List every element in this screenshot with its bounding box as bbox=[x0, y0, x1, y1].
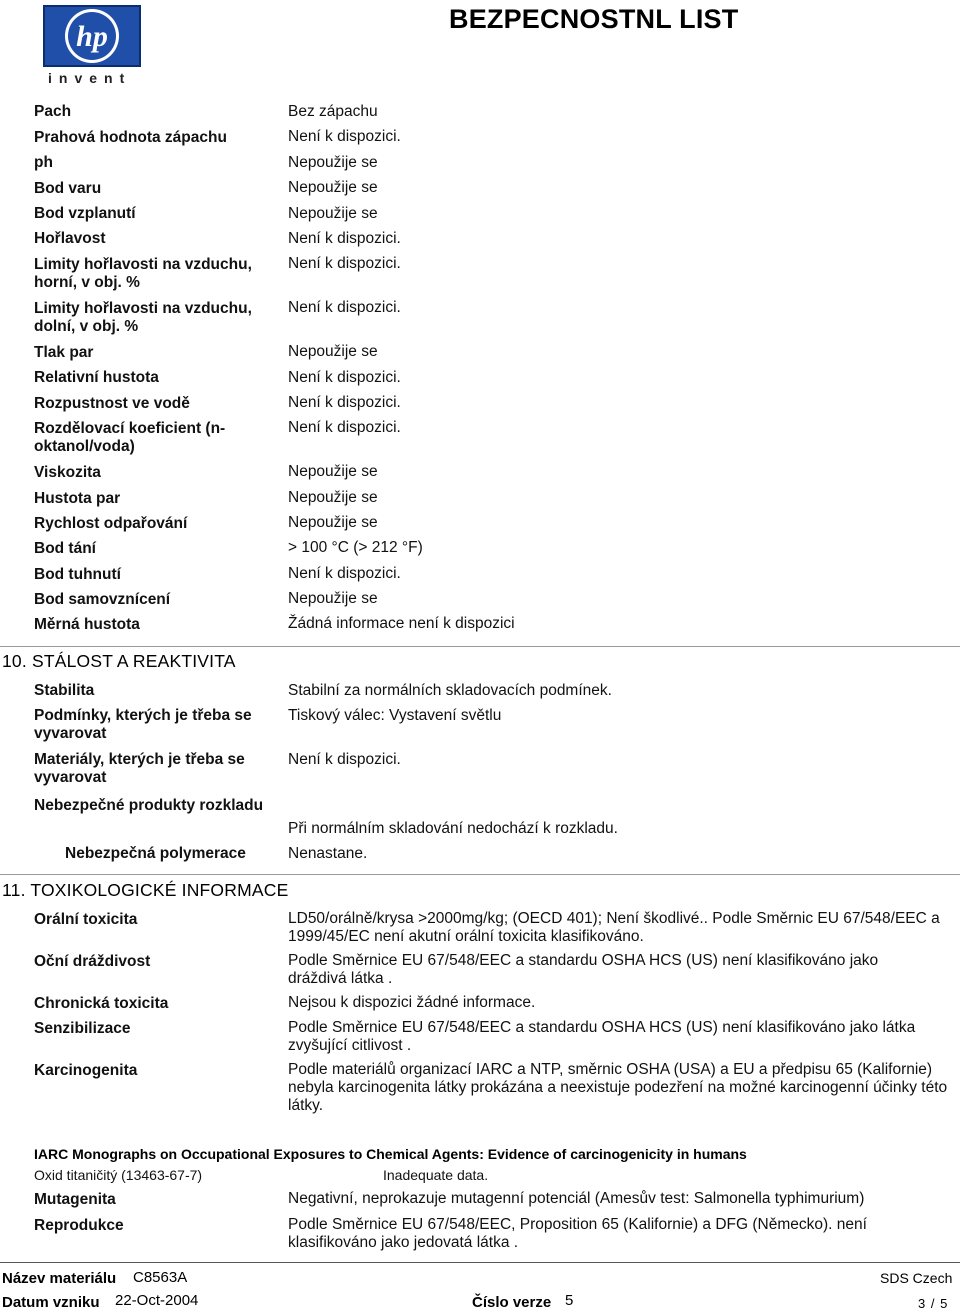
property-value: Není k dispozici. bbox=[288, 128, 401, 145]
property-label: Bod varu bbox=[34, 180, 102, 197]
decomposition-products-value: Při normálním skladování nedochází k rozkladu. bbox=[288, 820, 618, 837]
property-value: Nepoužije se bbox=[288, 463, 378, 480]
reproduction-value: Podle Směrnice EU 67/548/EEC, Proposition 65 (Kalifornie) a DFG (Německo). není klasifikováno jako jedovatá látka . bbox=[288, 1216, 867, 1251]
property-label: Tlak par bbox=[34, 344, 94, 361]
creation-date-label: Datum vzniku bbox=[2, 1294, 100, 1311]
sensitization-label: Senzibilizace bbox=[34, 1020, 131, 1037]
property-label: Hustota par bbox=[34, 490, 121, 507]
property-value: > 100 °C (> 212 °F) bbox=[288, 539, 423, 556]
page-number: 3 / 5 bbox=[918, 1296, 949, 1311]
property-value: Nepoužije se bbox=[288, 590, 378, 607]
mutagenicity-label: Mutagenita bbox=[34, 1191, 116, 1208]
property-value: Není k dispozici. bbox=[288, 565, 401, 582]
eye-irritation-value: Podle Směrnice EU 67/548/EEC a standardu OSHA HCS (US) není klasifikováno jako dráždivá látka . bbox=[288, 952, 879, 987]
property-label: ph bbox=[34, 154, 53, 171]
version-label: Číslo verze bbox=[472, 1294, 552, 1311]
hp-logo bbox=[42, 4, 144, 88]
property-value: Není k dispozici. bbox=[288, 369, 401, 386]
property-value: Není k dispozici. bbox=[288, 230, 401, 247]
stability-label: Stabilita bbox=[34, 682, 95, 699]
version-value: 5 bbox=[565, 1292, 574, 1309]
property-value: Není k dispozici. bbox=[288, 255, 401, 272]
stability-value: Stabilní za normálních skladovacích podmínek. bbox=[288, 682, 612, 699]
material-name-value: C8563A bbox=[133, 1269, 188, 1286]
chronic-toxicity-value: Nejsou k dispozici žádné informace. bbox=[288, 994, 536, 1011]
document-title: BEZPECNOSTNL LIST bbox=[449, 4, 739, 34]
section-divider bbox=[0, 646, 960, 647]
decomposition-products-label: Nebezpečné produkty rozkladu bbox=[34, 797, 264, 814]
iarc-substance: Oxid titaničitý (13463-67-7) bbox=[34, 1167, 203, 1183]
property-label: Bod tuhnutí bbox=[34, 566, 121, 583]
property-label: Relativní hustota bbox=[34, 369, 159, 386]
property-label: Bod vzplanutí bbox=[34, 205, 136, 222]
iarc-heading: IARC Monographs on Occupational Exposures to Chemical Agents: Evidence of carcinogenicity in humans bbox=[34, 1146, 747, 1162]
materials-to-avoid-value: Není k dispozici. bbox=[288, 751, 401, 768]
property-value: Žádná informace není k dispozici bbox=[288, 615, 515, 632]
property-value: Není k dispozici. bbox=[288, 299, 401, 316]
property-label: Rychlost odpařování bbox=[34, 515, 188, 532]
conditions-to-avoid-value: Tiskový válec: Vystavení světlu bbox=[288, 707, 502, 724]
footer-divider bbox=[0, 1262, 960, 1263]
section-divider bbox=[0, 874, 960, 875]
property-label: Rozdělovací koeficient (n-oktanol/voda) bbox=[34, 420, 226, 455]
mutagenicity-value: Negativní, neprokazuje mutagenní potenciál (Amesův test: Salmonella typhimurium) bbox=[288, 1190, 865, 1207]
property-label: Hořlavost bbox=[34, 230, 106, 247]
oral-toxicity-label: Orální toxicita bbox=[34, 911, 138, 928]
property-label: Měrná hustota bbox=[34, 616, 140, 633]
property-value: Nepoužije se bbox=[288, 205, 378, 222]
carcinogenicity-label: Karcinogenita bbox=[34, 1062, 138, 1079]
property-value: Nepoužije se bbox=[288, 489, 378, 506]
conditions-to-avoid-label: Podmínky, kterých je třeba se vyvarovat bbox=[34, 707, 252, 742]
property-label: Limity hořlavosti na vzduchu, dolní, v obj. % bbox=[34, 300, 252, 335]
materials-to-avoid-label: Materiály, kterých je třeba se vyvarovat bbox=[34, 751, 245, 786]
sensitization-value: Podle Směrnice EU 67/548/EEC a standardu OSHA HCS (US) není klasifikováno jako látka zvyšující citlivost . bbox=[288, 1019, 916, 1054]
iarc-result: Inadequate data. bbox=[383, 1167, 489, 1183]
section-11-title: 11. TOXIKOLOGICKÉ INFORMACE bbox=[2, 880, 289, 900]
property-value: Nepoužije se bbox=[288, 343, 378, 360]
chronic-toxicity-label: Chronická toxicita bbox=[34, 995, 169, 1012]
logo-hp-text: hp bbox=[76, 20, 108, 53]
oral-toxicity-value: LD50/orálně/krysa >2000mg/kg; (OECD 401); Není škodlivé.. Podle Směrnic EU 67/548/EEC a 1999/45/EC není akutní orální toxicita klasifikováno. bbox=[288, 910, 940, 945]
sds-language: SDS Czech bbox=[880, 1270, 953, 1286]
polymerization-value: Nenastane. bbox=[288, 845, 368, 862]
section-10-title: 10. STÁLOST A REAKTIVITA bbox=[2, 651, 236, 671]
property-value: Nepoužije se bbox=[288, 179, 378, 196]
reproduction-label: Reprodukce bbox=[34, 1217, 124, 1234]
property-value: Nepoužije se bbox=[288, 154, 378, 171]
property-value: Bez zápachu bbox=[288, 103, 378, 120]
logo-tagline: invent bbox=[48, 70, 132, 86]
property-label: Viskozita bbox=[34, 464, 101, 481]
property-value: Nepoužije se bbox=[288, 514, 378, 531]
property-label: Pach bbox=[34, 103, 72, 120]
property-label: Bod tání bbox=[34, 540, 96, 557]
property-value: Není k dispozici. bbox=[288, 419, 401, 436]
eye-irritation-label: Oční dráždivost bbox=[34, 953, 151, 970]
creation-date-value: 22-Oct-2004 bbox=[115, 1292, 199, 1309]
property-label: Bod samovznícení bbox=[34, 591, 171, 608]
property-label: Rozpustnost ve vodě bbox=[34, 395, 190, 412]
carcinogenicity-value: Podle materiálů organizací IARC a NTP, směrnic OSHA (USA) a EU a předpisu 65 (Kalifornie) nebyla karcinogenita látky prokázána a neexistuje podezření na možné karcinogenní účinky této látky. bbox=[288, 1061, 948, 1114]
polymerization-label: Nebezpečná polymerace bbox=[65, 845, 246, 862]
property-label: Prahová hodnota zápachu bbox=[34, 129, 227, 146]
material-name-label: Název materiálu bbox=[2, 1270, 117, 1287]
property-value: Není k dispozici. bbox=[288, 394, 401, 411]
property-label: Limity hořlavosti na vzduchu, horní, v obj. % bbox=[34, 256, 252, 291]
